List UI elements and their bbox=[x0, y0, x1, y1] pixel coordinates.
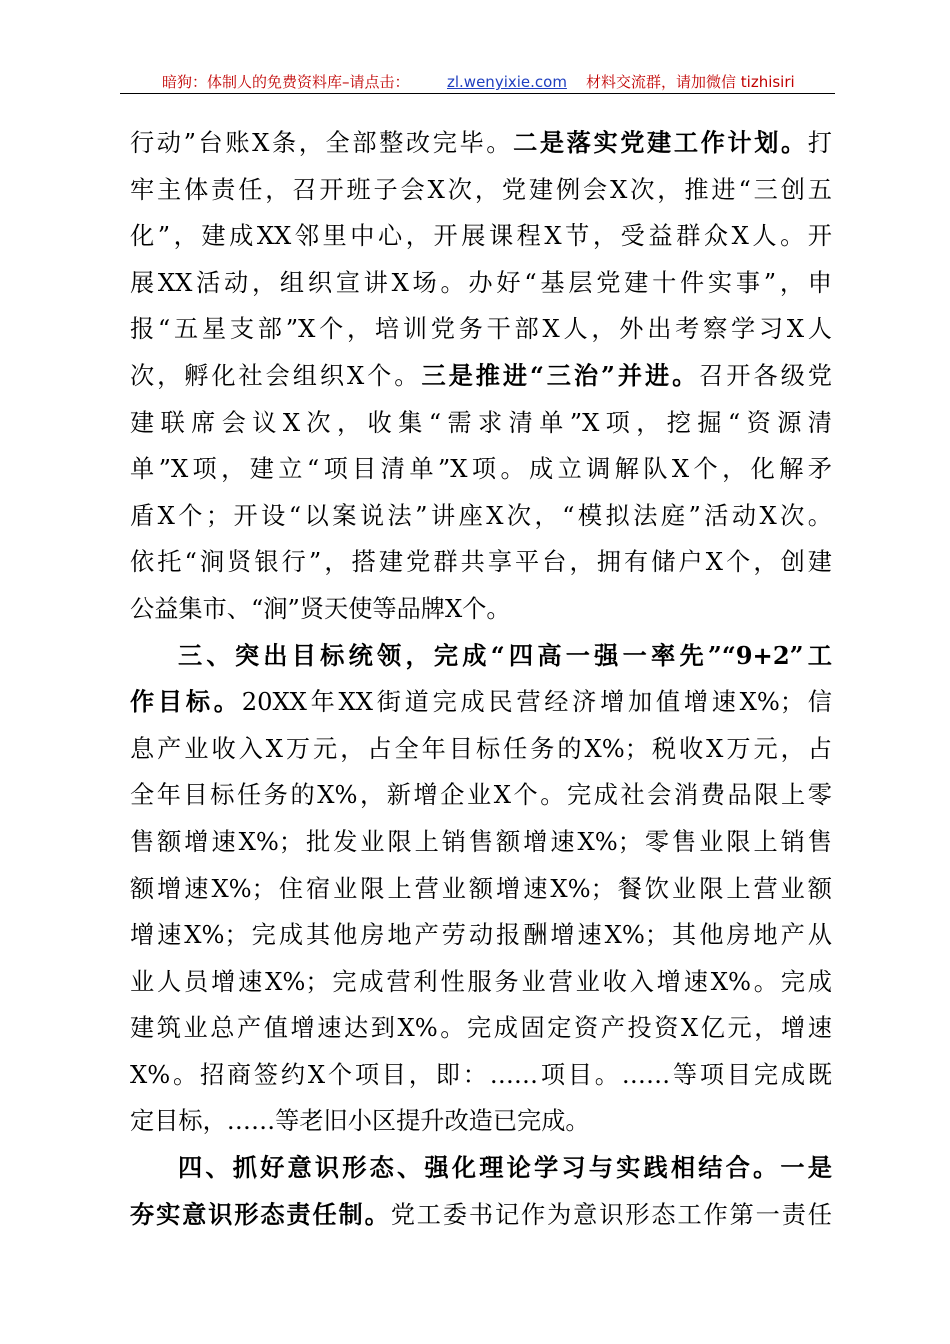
text-line bbox=[130, 586, 832, 633]
text-segment: 打 bbox=[807, 129, 832, 157]
text-segment: 全年目标任务的X%，新增企业X个。完成社会消费品限上零 bbox=[130, 781, 832, 810]
text-segment: 公益集市、“涧”贤天使等品牌X个。 bbox=[130, 594, 511, 623]
text-segment: 20XX年XX街道完成民营经济增加值增速X%；信 bbox=[241, 688, 832, 717]
header-link[interactable]: zl.wenyixie.com bbox=[447, 73, 567, 91]
text-line bbox=[130, 446, 832, 493]
text-segment: 建筑业总产值增速达到X%。完成固定资产投资X亿元，增速 bbox=[130, 1014, 832, 1043]
text-line bbox=[130, 1192, 832, 1239]
text-line bbox=[130, 260, 832, 307]
text-segment: 召开各级党 bbox=[699, 361, 832, 390]
text-line bbox=[130, 679, 832, 726]
text-segment: 业人员增速X%；完成营利性服务业营业收入增速X%。完成 bbox=[130, 967, 832, 996]
text-segment: 化”，建成XX邻里中心，开展课程X节，受益群众X人。开 bbox=[130, 222, 832, 251]
text-line bbox=[130, 353, 832, 400]
page-header bbox=[0, 62, 950, 94]
text-line bbox=[130, 1145, 832, 1192]
text-line bbox=[130, 959, 832, 1006]
header-contact: 材料交流群，请加微信 tizhisiri bbox=[586, 73, 795, 91]
text-segment: 增速X%；完成其他房地产劳动报酬增速X%；其他房地产从 bbox=[130, 921, 832, 950]
document-body bbox=[130, 120, 832, 1238]
text-segment: 行动”台账X条，全部整改完毕。 bbox=[130, 129, 514, 157]
text-segment: 额增速X%；住宿业限上营业额增速X%；餐饮业限上营业额 bbox=[130, 874, 832, 903]
text-segment: X%。招商签约X个项目，即：……项目。……等项目完成既 bbox=[130, 1060, 832, 1089]
text-line bbox=[130, 120, 832, 167]
text-line bbox=[130, 213, 832, 260]
text-line bbox=[130, 167, 832, 214]
text-segment: 次，孵化社会组织X个。 bbox=[130, 361, 422, 390]
bold-text-segment: 三是推进“三治”并进。 bbox=[421, 360, 700, 390]
text-segment: 牢主体责任，召开班子会X次，党建例会X次，推进“三创五 bbox=[130, 175, 832, 204]
text-segment: 单”X项，建立“项目清单”X项。成立调解队X个，化解矛 bbox=[130, 455, 832, 484]
text-line bbox=[130, 306, 832, 353]
text-segment: 建联席会议X次，收集“需求清单”X项，挖掘“资源清 bbox=[130, 408, 832, 437]
bold-text-segment: 三、突出目标统领，完成“四高一强一率先”“9+2”工 bbox=[178, 640, 832, 670]
text-segment: 党工委书记作为意识形态工作第一责任 bbox=[390, 1200, 832, 1229]
bold-text-segment: 夯实意识形态责任制。 bbox=[130, 1199, 391, 1229]
text-segment: 展XX活动，组织宣讲X场。办好“基层党建十件实事”，申 bbox=[130, 268, 832, 297]
text-line bbox=[130, 493, 832, 540]
text-line bbox=[130, 633, 832, 680]
text-line bbox=[130, 1098, 832, 1145]
bold-text-segment: 四、抓好意识形态、强化理论学习与实践相结合。一是 bbox=[178, 1153, 832, 1183]
text-segment: 售额增速X%；批发业限上销售额增速X%；零售业限上销售 bbox=[130, 827, 832, 856]
text-line bbox=[130, 400, 832, 447]
text-line bbox=[130, 726, 832, 773]
text-segment: 依托“涧贤银行”，搭建党群共享平台，拥有储户X个，创建 bbox=[130, 548, 832, 577]
text-segment: 盾X个；开设“以案说法”讲座X次，“模拟法庭”活动X次。 bbox=[130, 501, 832, 530]
bold-text-segment: 作目标。 bbox=[130, 687, 242, 717]
bold-text-segment: 二是落实党建工作计划。 bbox=[513, 128, 808, 157]
text-segment: 定目标，……等老旧小区提升改造已完成。 bbox=[130, 1107, 590, 1136]
text-line bbox=[130, 819, 832, 866]
text-line bbox=[130, 772, 832, 819]
text-line bbox=[130, 1052, 832, 1099]
text-line bbox=[130, 912, 832, 959]
header-divider bbox=[120, 93, 835, 94]
text-segment: 报“五星支部”X个，培训党务干部X人，外出考察学习X人 bbox=[130, 315, 832, 344]
text-line bbox=[130, 539, 832, 586]
text-line bbox=[130, 1005, 832, 1052]
body-text bbox=[130, 120, 832, 1238]
text-segment: 息产业收入X万元，占全年目标任务的X%；税收X万元，占 bbox=[130, 734, 832, 763]
text-line bbox=[130, 866, 832, 913]
header-site-name: 暗狗：体制人的免费资料库–请点击： bbox=[162, 73, 410, 91]
